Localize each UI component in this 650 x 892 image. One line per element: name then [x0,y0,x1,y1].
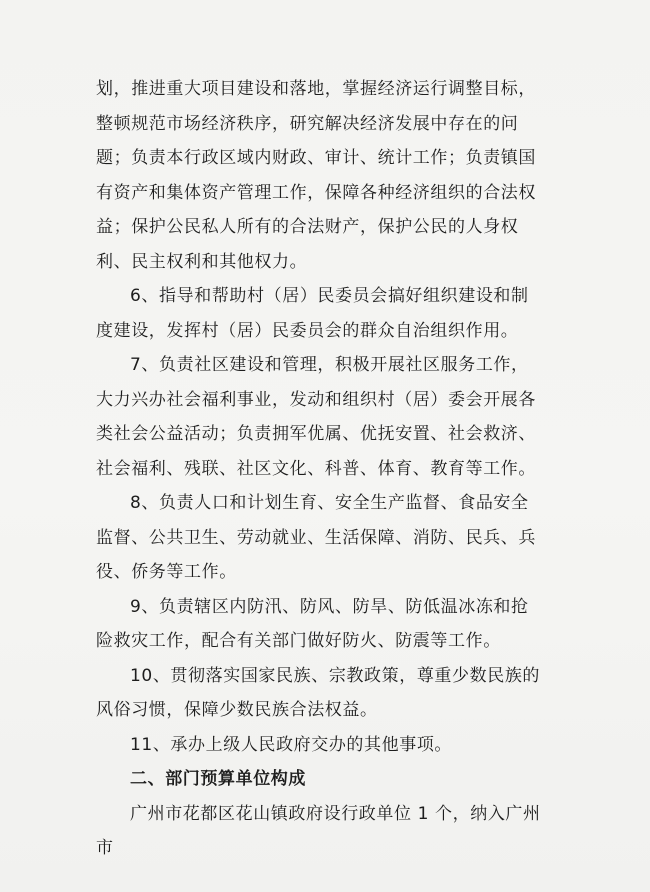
section-heading: 二、部门预算单位构成 [130,769,306,789]
body-paragraph: 8、负责人口和计划生育、安全生产监督、食品安全监督、公共卫生、劳动就业、生活保障、消防、民兵、兵役、侨务等工作。 [96,493,536,582]
document-body [96,72,546,866]
body-paragraph: 11、承办上级人民政府交办的其他事项。 [130,734,453,755]
body-paragraph: 广州市花都区花山镇政府设行政单位 1 个，纳入广州市 [96,803,541,858]
body-paragraph: 10、贯彻落实国家民族、宗教政策，尊重少数民族的风俗习惯，保障少数民族合法权益。 [96,665,541,720]
body-paragraph: 7、负责社区建设和管理，积极开展社区服务工作，大力兴办社会福利事业，发动和组织村（居）委会开展各类社会公益活动；负责拥军优属、优抚安置、社会救济、社会福利、残联、社区文化、科普、体育、教育等工作。 [96,355,536,479]
body-paragraph: 划，推进重大项目建设和落地，掌握经济运行调整目标，整顿规范市场经济秩序，研究解决经济发展中存在的问题；负责本行政区域内财政、审计、统计工作；负责镇国有资产和集体资产管理工作，保障各种经济组织的合法权益；保护公民私人所有的合法财产，保护公民的人身权利、民主权利和其他权力。 [96,79,536,272]
body-paragraph: 9、负责辖区内防汛、防风、防旱、防低温冰冻和抢险救灾工作，配合有关部门做好防火、防震等工作。 [96,596,529,651]
body-paragraph: 6、指导和帮助村（居）民委员会搞好组织建设和制度建设，发挥村（居）民委员会的群众自治组织作用。 [96,286,529,341]
